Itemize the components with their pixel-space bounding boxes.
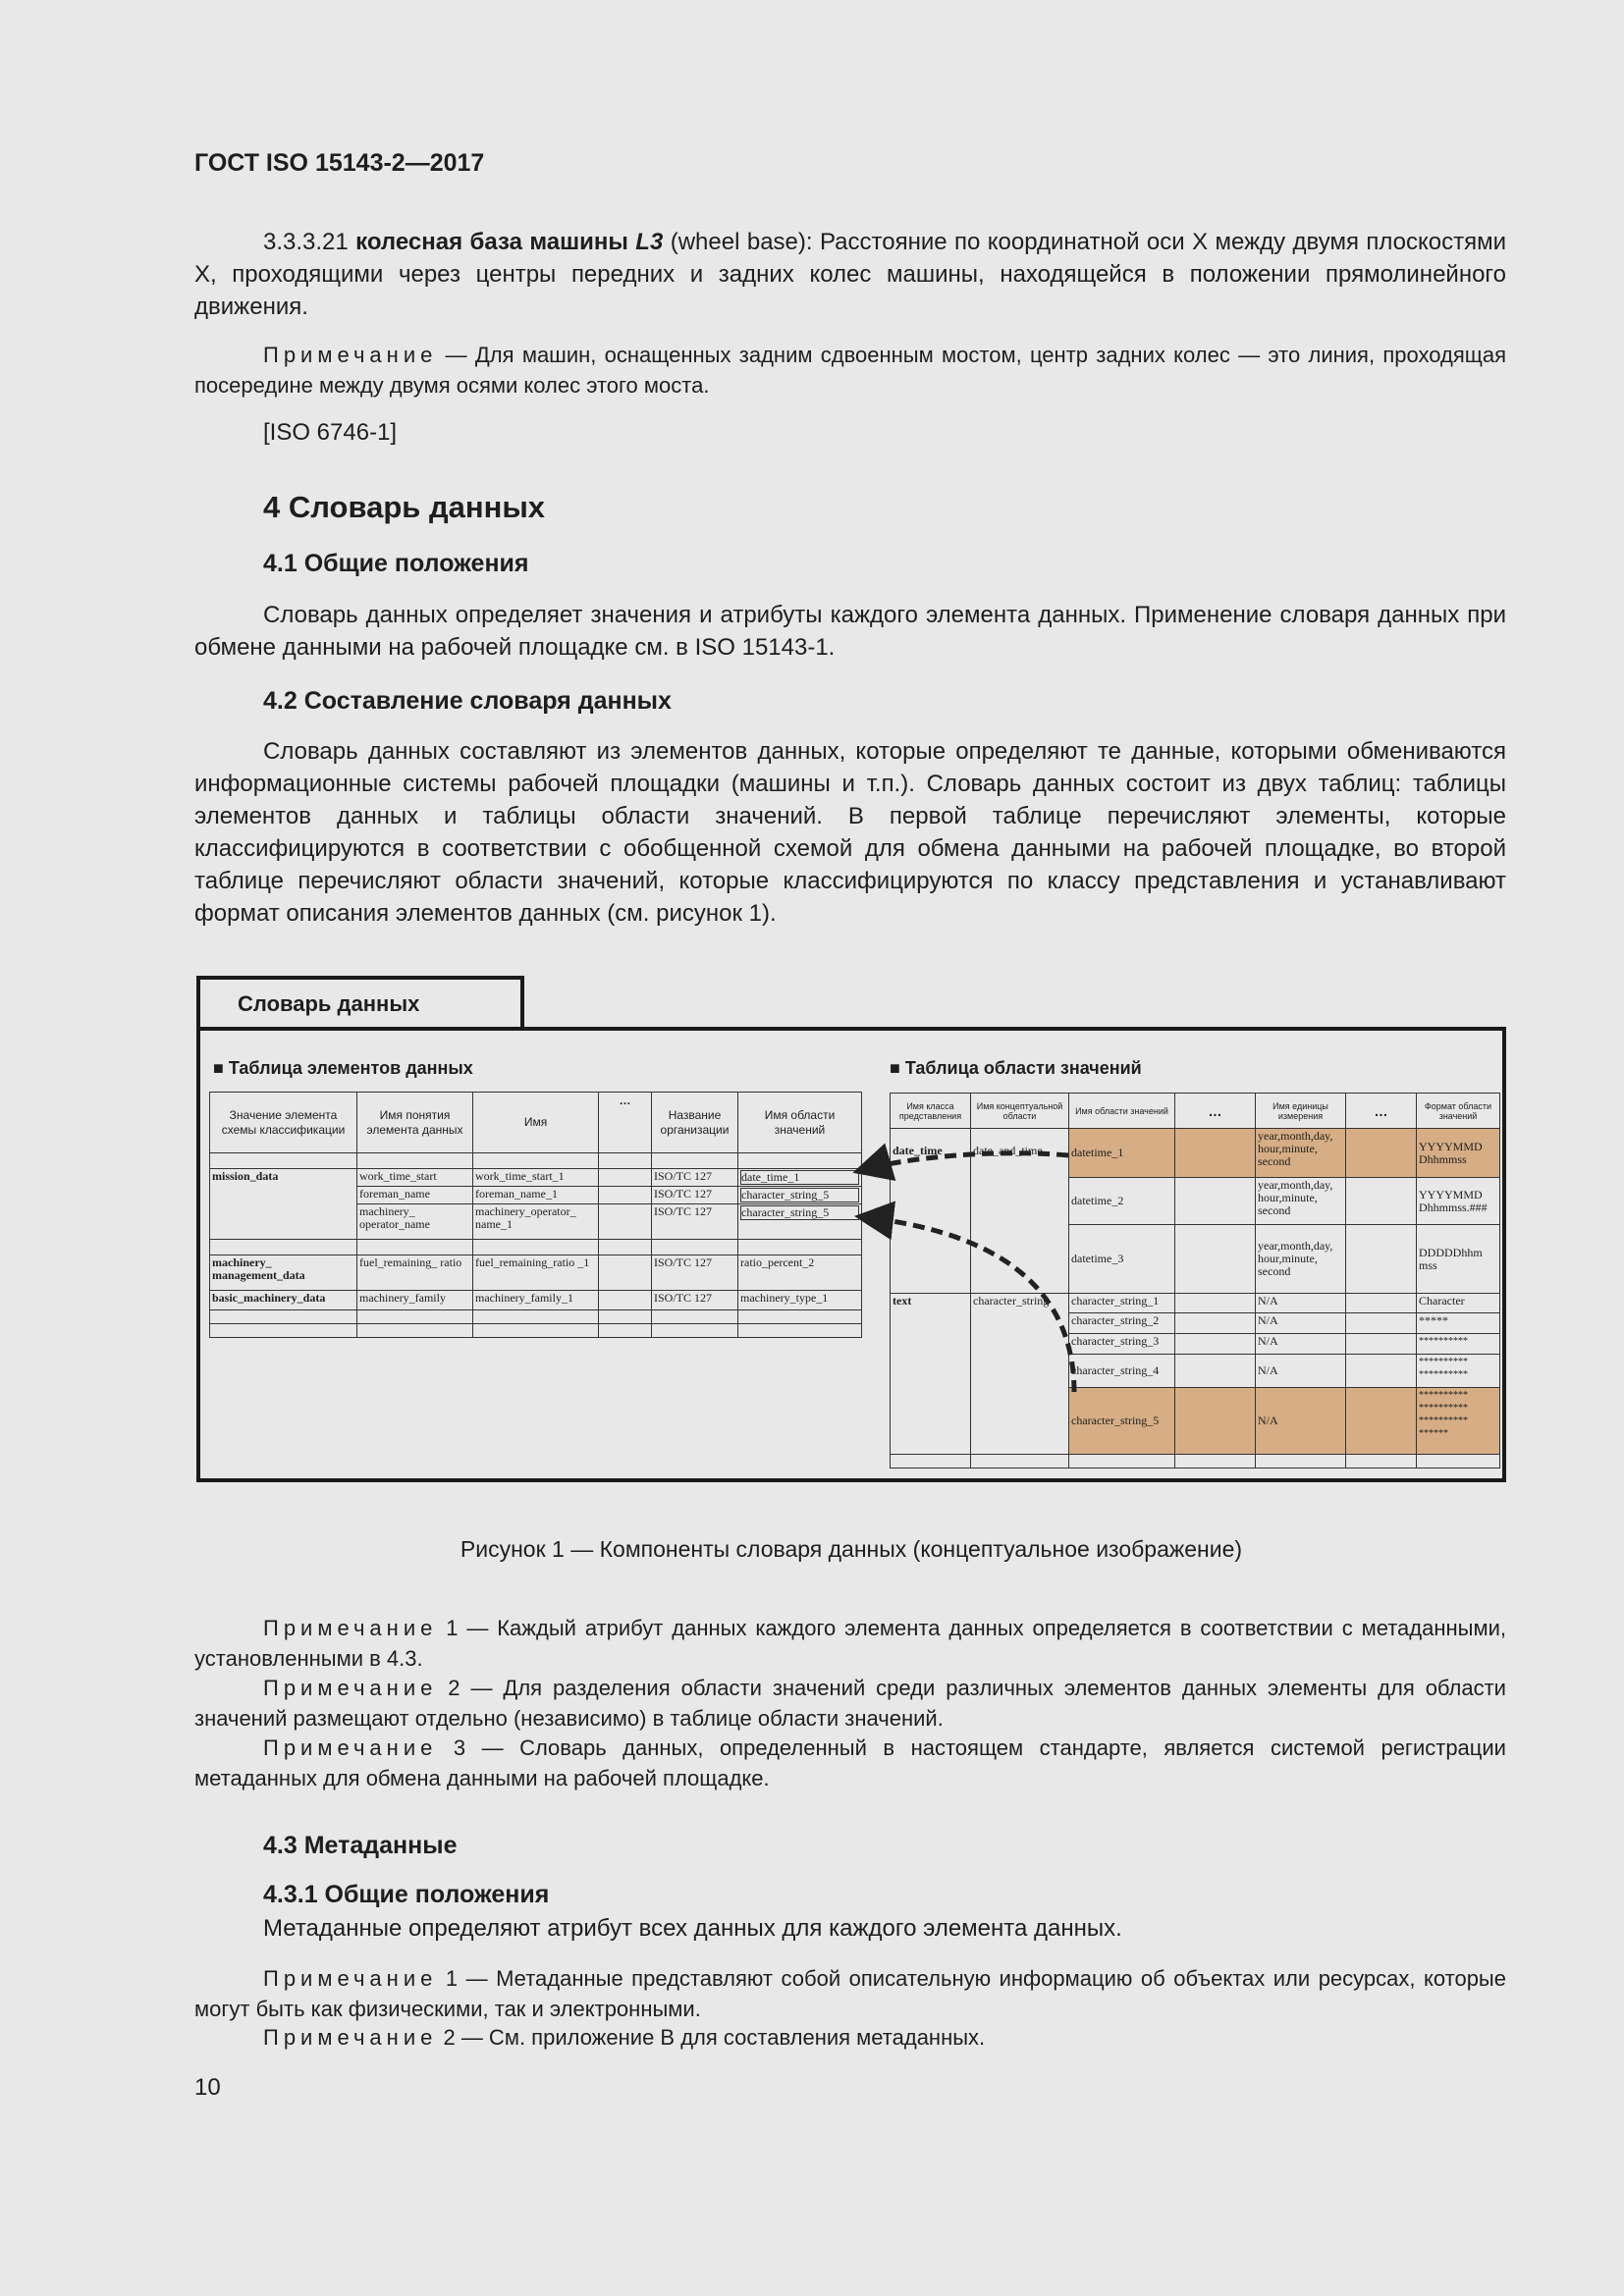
right-header-cell: Имя концептуальной области xyxy=(971,1094,1069,1129)
figure-note-2 xyxy=(194,1673,1506,1734)
table-cell: text xyxy=(891,1294,971,1455)
left-header-cell: Название организации xyxy=(652,1093,738,1153)
section-4-title: 4 Словарь данных xyxy=(263,490,546,524)
section-4-2-text: Словарь данных составляют из элементов данных, которые определяют те данные, которыми обмениваются информационные системы рабочей площадки (машины и т.п.). Словарь данных состоит из двух таблиц: таблицы элементов данных и таблицы области значений. В первой таблице перечисляют элементы, которые классифицируются в соответствии с обобщенной схемой для обмена данными на рабочей площадке, во второй таблице перечисляют области значений, которые классифицируются по классу представления и устанавливают формат описания элементов данных (см. рисунок 1). xyxy=(194,738,1506,927)
term-source: [ISO 6746-1] xyxy=(263,419,398,446)
metadata-note-2 xyxy=(263,2022,985,2053)
table-cell: foreman_name_1 xyxy=(473,1187,599,1204)
table-cell: character_string_5 xyxy=(1069,1388,1175,1455)
note-label: Примечание xyxy=(263,1676,438,1700)
table-cell: machinery_type_1 xyxy=(738,1291,862,1310)
table-cell: year,month,day, hour,minute, second xyxy=(1256,1225,1346,1294)
note-label: Примечание xyxy=(263,343,438,367)
table-cell: datetime_2 xyxy=(1069,1178,1175,1225)
figure-note-3 xyxy=(194,1733,1506,1793)
term-definition: Расстояние по координатной оси X между двумя плоскостями X, проходящими через центры передних и задних колес машины, находящейся в положении прямолинейного движения. xyxy=(194,229,1507,320)
table-cell: DDDDDhhm mss xyxy=(1417,1225,1500,1294)
table-cell: character_string_4 xyxy=(1069,1355,1175,1388)
table-cell: ********** ********** ********** ****** xyxy=(1417,1388,1500,1455)
left-header-cell: … xyxy=(599,1093,652,1153)
table-cell: N/A xyxy=(1256,1294,1346,1313)
term-name: колесная база машины xyxy=(355,229,628,255)
value-domain-ref: date_time_1 xyxy=(740,1170,859,1185)
term-number: 3.3.3.21 xyxy=(263,229,349,255)
table-cell: N/A xyxy=(1256,1355,1346,1388)
table-cell: work_time_start xyxy=(357,1169,473,1187)
metadata-note-1 xyxy=(194,1963,1506,2024)
table-cell: basic_machinery_data xyxy=(210,1291,357,1310)
left-table-title: ■ Таблица элементов данных xyxy=(213,1058,473,1078)
table-cell: ISO/TC 127 xyxy=(652,1204,738,1240)
right-header-cell: Имя единицы измерения xyxy=(1256,1094,1346,1129)
right-header-cell: Имя класса представления xyxy=(891,1094,971,1129)
note-label: Примечание xyxy=(263,1966,438,1991)
arrow-character-string-link xyxy=(864,1217,1074,1392)
table-cell: year,month,day, hour,minute, second xyxy=(1256,1129,1346,1178)
table-cell: ISO/TC 127 xyxy=(652,1255,738,1291)
note-label: Примечание xyxy=(263,1616,438,1640)
table-cell: N/A xyxy=(1256,1388,1346,1455)
arrow-datetime-link xyxy=(862,1153,1068,1170)
section-4-1-text: Словарь данных определяет значения и атрибуты каждого элемента данных. Применение словаря данных при обмене данными на рабочей площадке см. в ISO 15143-1. xyxy=(194,602,1506,661)
figure-caption: Рисунок 1 — Компоненты словаря данных (концептуальное изображение) xyxy=(460,1536,1243,1562)
section-4-2-title: 4.2 Составление словаря данных xyxy=(263,687,672,715)
table-cell: date_and_time xyxy=(971,1129,1069,1294)
note-text: — Для машин, оснащенных задним сдвоенным мостом, центр задних колес — это линия, проходящая посередине между двумя осями колес этого моста. xyxy=(194,343,1506,398)
section-4-3-1-text: Метаданные определяют атрибут всех данных для каждого элемента данных. xyxy=(263,1915,1122,1942)
note-text: 1 — Метаданные представляют собой описательную информацию об объектах или ресурсах, которые могут быть как физическими, так и электронными. xyxy=(194,1966,1506,2021)
figure-note-1 xyxy=(194,1613,1506,1674)
note-label: Примечание xyxy=(263,1735,438,1760)
table-cell: ratio_percent_2 xyxy=(738,1255,862,1291)
section-4-3-1-title: 4.3.1 Общие положения xyxy=(263,1881,550,1908)
term-english: (wheel base): xyxy=(670,229,813,255)
table-cell: ISO/TC 127 xyxy=(652,1169,738,1187)
table-cell: year,month,day, hour,minute, second xyxy=(1256,1178,1346,1225)
table-cell: machinery_ operator_name xyxy=(357,1204,473,1240)
table-cell: foreman_name xyxy=(357,1187,473,1204)
table-cell: N/A xyxy=(1256,1334,1346,1355)
table-cell: machinery_operator_ name_1 xyxy=(473,1204,599,1240)
section-4-3-title: 4.3 Метаданные xyxy=(263,1832,458,1859)
section-4-1-title: 4.1 Общие положения xyxy=(263,550,529,577)
table-cell: date_time xyxy=(891,1129,971,1294)
left-header-cell: Имя понятия элемента данных xyxy=(357,1093,473,1153)
table-cell: character_string_3 xyxy=(1069,1334,1175,1355)
table-cell: YYYYMMD Dhhmmss xyxy=(1417,1129,1500,1178)
term-symbol: L3 xyxy=(635,229,664,255)
table-cell: datetime_3 xyxy=(1069,1225,1175,1294)
table-cell: fuel_remaining_ ratio xyxy=(357,1255,473,1291)
note-text: 2 — Для разделения области значений среди различных элементов данных элементы для области значений размещают отдельно (независимо) в таблице области значений. xyxy=(194,1676,1506,1731)
left-header-cell: Имя xyxy=(473,1093,599,1153)
note-text: 1 — Каждый атрибут данных каждого элемента данных определяется в соответствии с метаданными, установленными в 4.3. xyxy=(194,1616,1506,1671)
table-cell: ISO/TC 127 xyxy=(652,1187,738,1204)
table-cell: ***** xyxy=(1417,1313,1500,1334)
table-cell: ********** xyxy=(1417,1334,1500,1355)
table-cell: work_time_start_1 xyxy=(473,1169,599,1187)
right-table-title: ■ Таблица области значений xyxy=(890,1058,1142,1078)
table-cell: ISO/TC 127 xyxy=(652,1291,738,1310)
table-cell: character_string xyxy=(971,1294,1069,1455)
table-cell: character_string_2 xyxy=(1069,1313,1175,1334)
table-cell: machinery_ management_data xyxy=(210,1255,357,1291)
right-header-cell: Формат области значений xyxy=(1417,1094,1500,1129)
standard-id: ГОСТ ISO 15143-2—2017 xyxy=(194,149,485,177)
right-header-cell: Имя области значений xyxy=(1069,1094,1175,1129)
table-cell: N/A xyxy=(1256,1313,1346,1334)
table-cell: machinery_family xyxy=(357,1291,473,1310)
table-cell: character_string_1 xyxy=(1069,1294,1175,1313)
table-cell: machinery_family_1 xyxy=(473,1291,599,1310)
note-label: Примечание xyxy=(263,2025,438,2050)
table-cell: mission_data xyxy=(210,1169,357,1240)
note-text: 2 — См. приложение В для составления метаданных. xyxy=(443,2025,986,2050)
value-domain-ref: character_string_5 xyxy=(740,1205,859,1220)
table-cell: ********** ********** xyxy=(1417,1355,1500,1388)
note-text: 3 — Словарь данных, определенный в настоящем стандарте, является системой регистрации метаданных для обмена данными на рабочей площадке. xyxy=(194,1735,1506,1790)
left-header-cell: Имя области значений xyxy=(738,1093,862,1153)
table-cell: YYYYMMD Dhhmmss.### xyxy=(1417,1178,1500,1225)
page-number: 10 xyxy=(194,2074,221,2101)
left-header-cell: Значение элемента схемы классификации xyxy=(210,1093,357,1153)
table-cell: fuel_remaining_ratio _1 xyxy=(473,1255,599,1291)
value-domain-ref: character_string_5 xyxy=(740,1188,859,1202)
table-cell: datetime_1 xyxy=(1069,1129,1175,1178)
figure-tab-label: Словарь данных xyxy=(238,991,420,1016)
table-cell: Character xyxy=(1417,1294,1500,1313)
right-header-cell: … xyxy=(1346,1094,1417,1129)
right-header-cell: … xyxy=(1175,1094,1256,1129)
